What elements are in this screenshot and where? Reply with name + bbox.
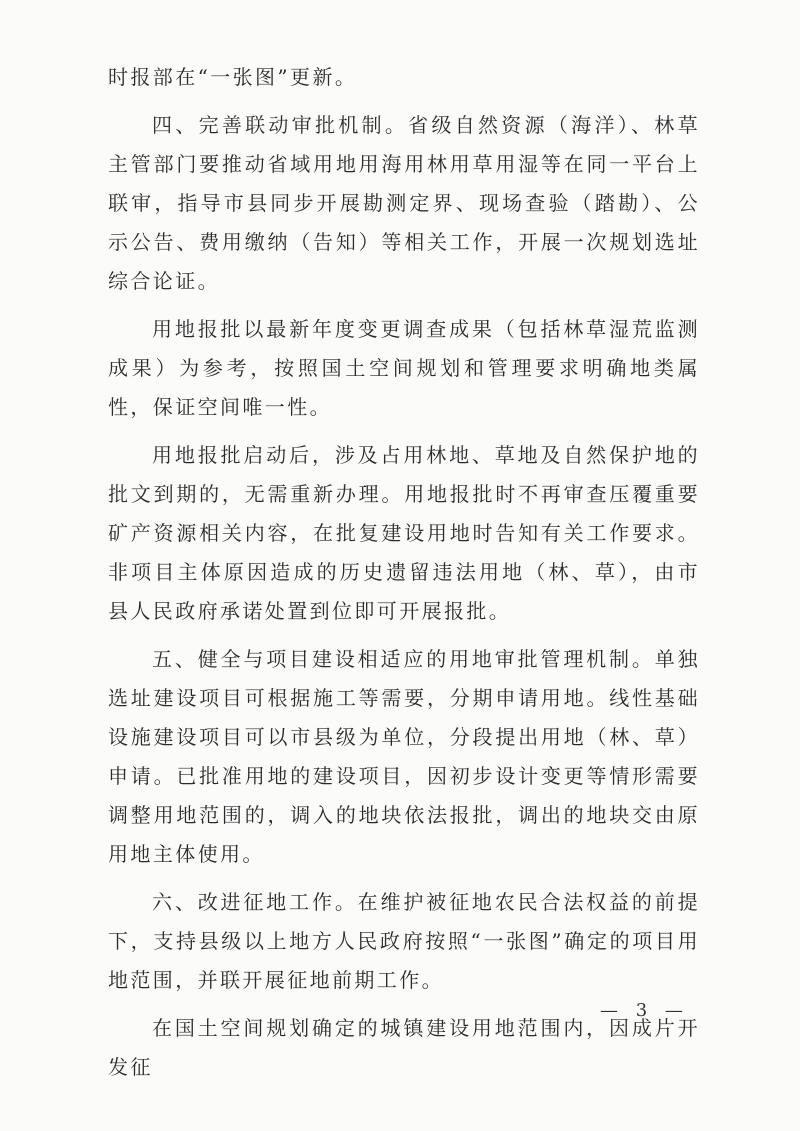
paragraph-urban-land: 在国土空间规划确定的城镇建设用地范围内，因成片开发征 bbox=[108, 1016, 700, 1079]
paragraph-section-5: 五、健全与项目建设相适应的用地审批管理机制。单独选址建设项目可根据施工等需要，分期申请用地。线性基础设施建设项目可以市县级为单位，分段提出用地（林、草）申请。已批准用地的建设项目，因初步设计变更等情形需要调整用地范围的，调入的地块依法报批，调出的地块交由原用地主体使用。 bbox=[108, 647, 700, 866]
page-number: — 3 — bbox=[600, 1000, 689, 1021]
body-text bbox=[108, 58, 700, 1096]
paragraph-approval-start: 用地报批启动后，涉及占用林地、草地及自然保护地的批文到期的，无需重新办理。用地报批时不再审查压覆重要矿产资源相关内容，在批复建设用地时告知有关工作要求。非项目主体原因造成的历史遗留违法用地（林、草），由市县人民政府承诺处置到位即可开展报批。 bbox=[108, 443, 700, 623]
paragraph-continuation: 时报部在“一张图”更新。 bbox=[108, 65, 358, 89]
paragraph-section-4: 四、完善联动审批机制。省级自然资源（海洋）、林草主管部门要推动省域用地用海用林用草用湿等在同一平台上联审，指导市县同步开展勘测定界、现场查验（踏勘）、公示公告、费用缴纳（告知）等相关工作，开展一次规划选址综合论证。 bbox=[108, 113, 700, 293]
paragraph-section-6: 六、改进征地工作。在维护被征地农民合法权益的前提下，支持县级以上地方人民政府按照“一张图”确定的项目用地范围，并联开展征地前期工作。 bbox=[108, 890, 700, 992]
paragraph-land-approval-basis: 用地报批以最新年度变更调查成果（包括林草湿荒监测成果）为参考，按照国土空间规划和管理要求明确地类属性，保证空间唯一性。 bbox=[108, 317, 700, 419]
